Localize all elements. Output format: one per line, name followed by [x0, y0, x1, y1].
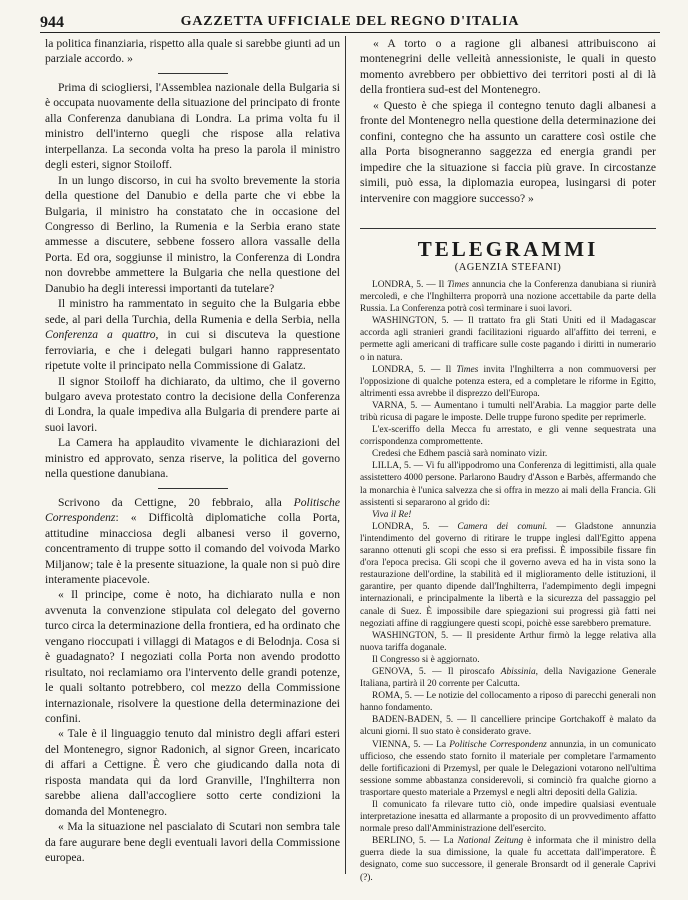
page-number: 944 — [40, 14, 64, 31]
telegram-text: Il presidente Arthur firmò la legge relativa alla nuova tariffa doganale. — [360, 630, 657, 653]
paragraph: In un lungo discorso, in cui ha svolto brevemente la storia della questione del Danubio e della parte che vi ebbe la Bulgaria, il ministro ha constatato che in occasione del Congresso di Berlino, la Rumenia e la Serbia erano state ammesse a discutere, sebbene fossero allora vassalle della Porta. Ed ora, soggiunse il ministro, la Conferenza di Londra non dovrebbe ammettere la Bulgaria che nella questione del Danubio ha degli interessi importanti da tutelare? — [45, 173, 340, 295]
paragraph: Prima di sciogliersi, l'Assemblea nazionale della Bulgaria si è occupata nuovamente della situazione del principato di fronte alla Conferenza danubiana di Londra. La prima volta fu il ministro dell'interno quegli che rispose alla relativa interpellanza. La seconda volta ha preso la parola il ministro degli esteri, signor Stoiloff. — [45, 80, 340, 172]
telegram-italic: Camera dei comuni. — [457, 521, 548, 532]
italic-text: Politische Correspondenz — [45, 495, 340, 525]
column-divider — [345, 36, 346, 874]
paragraph: Il signor Stoiloff ha dichiarato, da ultimo, che il governo bulgaro aveva protestato contro la decisione della Conferenza di Londra, la quale impediva alla Bulgaria di prendere parte ai suoi lavori. — [45, 374, 340, 434]
telegram-item — [360, 690, 656, 714]
telegram-text: Aumentano i tumulti nell'Arabia. La maggior parte delle tribù ricusa di pagare le imposte. Delle truppe furono spedite per reprimerle. — [360, 400, 656, 424]
telegram-lead: LONDRA, 5. — Il — [372, 364, 457, 375]
telegram-item — [360, 364, 656, 400]
italic-text: Conferenza a quattro — [45, 328, 156, 342]
telegram-text: Il cancelliere principe Gortchakoff è malato da alcuni giorni. Il suo stato è considerato grave. — [360, 715, 656, 738]
paragraph: « Ma la situazione nel pascialato di Scutari non sembra tale da fare augurare bene degli eventuali lavori della Commissione europea. — [45, 820, 340, 865]
telegram-item — [360, 799, 656, 835]
gazette-title: GAZZETTA UFFICIALE DEL REGNO D'ITALIA — [180, 14, 520, 29]
paragraph: « Questo è che spiega il contegno tenuto dagli albanesi a fronte del Montenegro nella questione della determinazione dei confini, contegno che ha assunto un carattere così ostile che alla Porta bisogneranno saggezza ed energia grandi per impedire che la situazione si faccia più grave. In circostanze simili, può essa, la diplomazia europea, lusingarsi di poter intervenire con maggiore successo? » — [360, 98, 656, 205]
telegram-text: annunzia, in un comunicato ufficioso, che essendo stato fornito il materiale per completare l'armamento delle fortificazioni di Przemysl, per quale le Delegazioni votarono nell'ultima sessione somme abbastanza considerevoli, si cominciò fra qualche giorno a trasportare questo materiale a Przemysl e negli altri depositi della Galizia. — [360, 739, 656, 798]
telegram-lead: BADEN-BADEN, 5. — — [372, 715, 471, 726]
section-rule — [360, 228, 656, 229]
telegram-item — [360, 666, 656, 690]
telegram-item — [360, 460, 656, 508]
telegram-item — [360, 521, 656, 630]
telegram-lead: LONDRA, 5. — Il — [372, 279, 448, 290]
telegram-text: Le notizie del collocamento a riposo di parecchi generali non hanno fondamento. — [360, 691, 656, 714]
telegram-lead: LILLA, 5. — — [372, 461, 426, 472]
telegram-item — [360, 400, 656, 424]
text-run: Il ministro ha rammentato in seguito che la Bulgaria ebbe sede, al pari della Turchia, della Rumenia e della Serbia, nella — [45, 297, 340, 326]
telegram-item — [360, 279, 656, 315]
telegrams-subheading: (AGENZIA STEFANI) — [454, 261, 562, 273]
paragraph — [45, 495, 340, 588]
section-separator — [158, 488, 228, 489]
paragraph: « A torto o a ragione gli albanesi attribuiscono ai montenegrini delle velleità annessioniste, le quali in questo momento avrebbero per obbiettivo dei territori posti al di là della frontiera sud-est del Montenegro. — [360, 37, 656, 97]
telegram-item — [360, 448, 656, 460]
left-column — [45, 36, 340, 866]
paragraph — [45, 296, 340, 373]
telegrams-heading: TELEGRAMMI — [417, 236, 599, 261]
telegram-italic: National Zeitung — [457, 836, 524, 847]
telegram-lead: LONDRA, 5. — — [372, 521, 458, 532]
paragraph: la politica finanziaria, rispetto alla quale si sarebbe giunti ad un parziale accordo. » — [45, 37, 340, 66]
telegram-lead: VIENNA, 5. — La — [372, 739, 450, 750]
telegram-italic: Times — [456, 364, 479, 375]
telegram-item — [360, 835, 656, 883]
paragraph: « Tale è il linguaggio tenuto dal ministro degli affari esteri del Montenegro, signor Radonich, al signor Green, incaricato di affari a Cettigne. È vero che giudicando dalla nota di risposta mandata qui da lord Granville, l'Inghilterra non sarebbe aliena dall'accogliere sotto certe condizioni la domanda del Montenegro. — [45, 727, 340, 818]
telegram-lead: BERLINO, 5. — La — [372, 836, 458, 847]
telegram-item — [360, 654, 656, 666]
text-run: , in cui si discuteva la questione ferroviaria, e che i delegati bulgari hanno rappresentato ripetute volte il principato nella Commissione di Galatz. — [45, 328, 340, 373]
telegram-text: Vi fu all'ippodromo una Conferenza di legittimisti, alla quale assistettero 4000 persone. Parlarono Baudry d'Asson e Barbès, affermando che la monarchia è l'unica salvezza che si offra in mezzo ai mali della Francia. Gli assistenti si separarono al grido di: — [360, 461, 656, 508]
telegram-lead: WASHINGTON, 5. — — [372, 630, 467, 641]
telegram-item — [360, 739, 656, 799]
right-column — [360, 36, 656, 884]
telegram-italic: Viva il Re! — [372, 509, 412, 520]
page-header — [40, 4, 660, 33]
text-run: : « Difficoltà diplomatiche colla Porta, attitudine minacciosa degli albanesi verso il governo, concentramento di truppe sotto il comando del voivoda Marko Miljanow; tale è la presente situazione, la quale non si può dire interamente piacevole. — [45, 511, 340, 586]
telegram-text: L'ex-sceriffo della Mecca fu arrestato, e gli venne sequestrata una corrispondenza compromettente. — [360, 425, 656, 448]
telegram-lead: ROMA, 5. — — [372, 691, 427, 702]
text-run: Scrivono da Cettigne, 20 febbraio, alla — [58, 495, 294, 509]
telegram-lead: GENOVA, 5. — Il piroscafo — [372, 666, 501, 677]
paragraph: La Camera ha applaudito vivamente le dichiarazioni del ministro ed approvato, senza riserve, la politica del governo nella questione danubiana. — [45, 436, 340, 481]
telegram-item — [360, 630, 656, 654]
telegram-text: — Gladstone annunzia l'intendimento del governo di ritirare le truppe inglesi dall'Egitto appena saranno ottenuti gli scopi che esso si era prefissi. È impossibile fissare fin d'ora l'epoca precisa. Gli scopi che il governo aveva ed ha in vista sono la restaurazione dell'ordine, la stabilità ed il miglioramento delle istituzioni, il garantire, per quanto dipende dall'Inghilterra, l'adempimento degli impegni internazionali, e principalmente la libertà e la sicurezza del passaggio pel canale di Suez. È impossibile dare spiegazioni sui progressi già fatti nei negoziati affine di raggiungere questi scopi, poichè esse sarebbero premature. — [360, 521, 657, 629]
telegram-italic: Politische Correspondenz — [449, 739, 547, 750]
telegram-text: è informata che il ministro della guerra diede la sua dimissione, la quale fu accettata dall'imperatore. È designato, come suo successore, il generale Bronsardt od il generale Caprivi (?). — [360, 836, 657, 883]
telegram-text: Il comunicato fa rilevare tutto ciò, onde impedire qualsiasi eventuale interpretazione inesatta ed allarmante a proposito di un provvedimento affatto normale preso dall'Amministrazione dell'esercito. — [360, 800, 656, 835]
telegram-lead: VARNA, 5. — — [372, 400, 434, 411]
telegram-item — [360, 424, 656, 448]
telegram-item — [360, 509, 656, 521]
telegram-text: Credesi che Edhem pascià sarà nominato vizir. — [372, 449, 548, 460]
telegram-italic: Times — [447, 279, 470, 290]
telegram-lead: WASHINGTON, 5. — — [372, 316, 468, 327]
telegram-text: , della Navigazione Generale Italiana, partirà il 20 corrente per Calcutta. — [360, 666, 657, 690]
telegram-text: Il Congresso si è aggiornato. — [372, 654, 480, 665]
paragraph: « Il principe, come è noto, ha dichiarato nulla e non avvenuta la convenzione stipulata col delegato del governo turco circa la determinazione della frontiera, ed ha ordinato che vengano rioccupati i villaggi di Matagos e di Belodnja. Cosa si è guadagnato? I negoziati colla Porta non avendo prodotto risultato, noi reclamiamo ora l'intervento delle grandi potenze, le quali soltanto potrebbero, col mezzo della Commissione internazionale, risolvere la questione della determinazione dei confini. — [45, 588, 340, 726]
telegram-item — [360, 714, 656, 738]
telegram-item — [360, 315, 656, 363]
telegrams-list — [360, 279, 656, 884]
telegram-italic: Abissinia — [500, 666, 536, 677]
telegram-text: Il trattato fra gli Stati Uniti ed il Madagascar accorda agli stranieri grandi facilitazioni riguardo all'affitto dei terreni, e permette agli americani di trafficare sulle coste pagando i diritti in numerario o in natura. — [360, 316, 656, 363]
telegram-text: invita l'Inghilterra a non commuoversi per l'opposizione di qualche potenza estera, ed a completare le riforme in Egitto, altrimenti essa avrebbe il disprezzo dell'Europa. — [360, 364, 656, 399]
telegram-text: annuncia che la Conferenza danubiana si riunirà mercoledì, e che l'Inghilterra proporrà una nozione accettabile da parte della Russia. La Conferenza potrà così terminare i suoi lavori. — [360, 279, 656, 315]
section-separator — [158, 73, 228, 74]
